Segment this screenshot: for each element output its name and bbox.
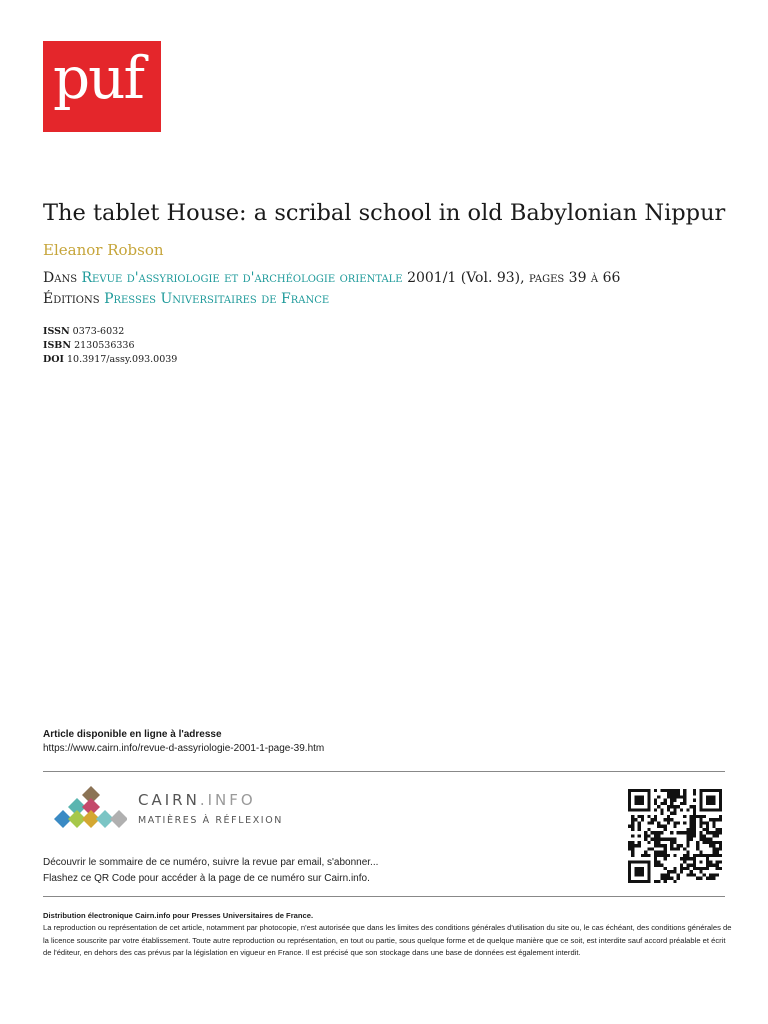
issn-value: 0373-6032: [72, 326, 125, 337]
puf-logo-text: puf: [53, 44, 143, 112]
cairn-wordmark: CAIRN.INFO: [138, 791, 256, 809]
journal-link[interactable]: Revue d'assyriologie et d'archéologie orientale: [81, 270, 403, 286]
identifiers: [43, 325, 177, 367]
legal-body: La reproduction ou représentation de cet article, notamment par photocopie, n'est autorisée que dans les limites des conditions générales d'utilisation du site ou, le cas échéant, des conditions générales de la licence souscrite par votre établissement. Toute autre reproduction ou représentation, en tout ou partie, sous quelque forme et de quelque manière que ce soit, est interdite sauf accord préalable et écrit de l'éditeur, en dehors des cas prévus par la législation en vigueur en France. Il est précisé que son stockage dans une base de données est également interdit.: [43, 923, 732, 958]
availability-url[interactable]: https://www.cairn.info/revue-d-assyriologie-2001-1-page-39.htm: [43, 743, 325, 754]
publisher-link[interactable]: Presses Universitaires de France: [104, 291, 330, 307]
issn-row: ISSN 0373-6032: [43, 326, 125, 337]
journal-line: [43, 270, 620, 286]
editions-prefix: Éditions: [43, 291, 100, 307]
doi-row: DOI 10.3917/assy.093.0039: [43, 354, 178, 365]
promo-line-2: Flashez ce QR Code pour accéder à la page de ce numéro sur Cairn.info.: [43, 873, 370, 884]
availability-block: [43, 728, 324, 756]
article-author[interactable]: Eleanor Robson: [43, 241, 164, 259]
promo-text: [43, 855, 378, 887]
issue-info: 2001/1 (Vol. 93),: [407, 270, 525, 286]
puf-logo: [43, 41, 161, 132]
isbn-value: 2130536336: [74, 340, 135, 351]
cairn-logo-icon: [43, 783, 127, 837]
divider-top: [43, 771, 725, 772]
in-prefix: Dans: [43, 270, 78, 286]
article-title: The tablet House: a scribal school in old Babylonian Nippur: [43, 200, 726, 226]
qr-code-icon[interactable]: [627, 789, 723, 883]
isbn-row: ISBN 2130536336: [43, 340, 135, 351]
pages-info: pages 39 à 66: [529, 270, 621, 286]
cairn-tagline: MATIÈRES À RÉFLEXION: [138, 815, 283, 826]
availability-heading: Article disponible en ligne à l'adresse: [43, 729, 222, 740]
cairn-diamond: [110, 810, 127, 828]
promo-line-1: Découvrir le sommaire de ce numéro, suivre la revue par email, s'abonner...: [43, 857, 379, 868]
divider-bottom: [43, 896, 725, 897]
legal-notice: [43, 910, 733, 960]
doi-value: 10.3917/assy.093.0039: [67, 354, 178, 365]
publisher-line: [43, 291, 329, 307]
legal-heading: Distribution électronique Cairn.info pour Presses Universitaires de France.: [43, 911, 314, 920]
